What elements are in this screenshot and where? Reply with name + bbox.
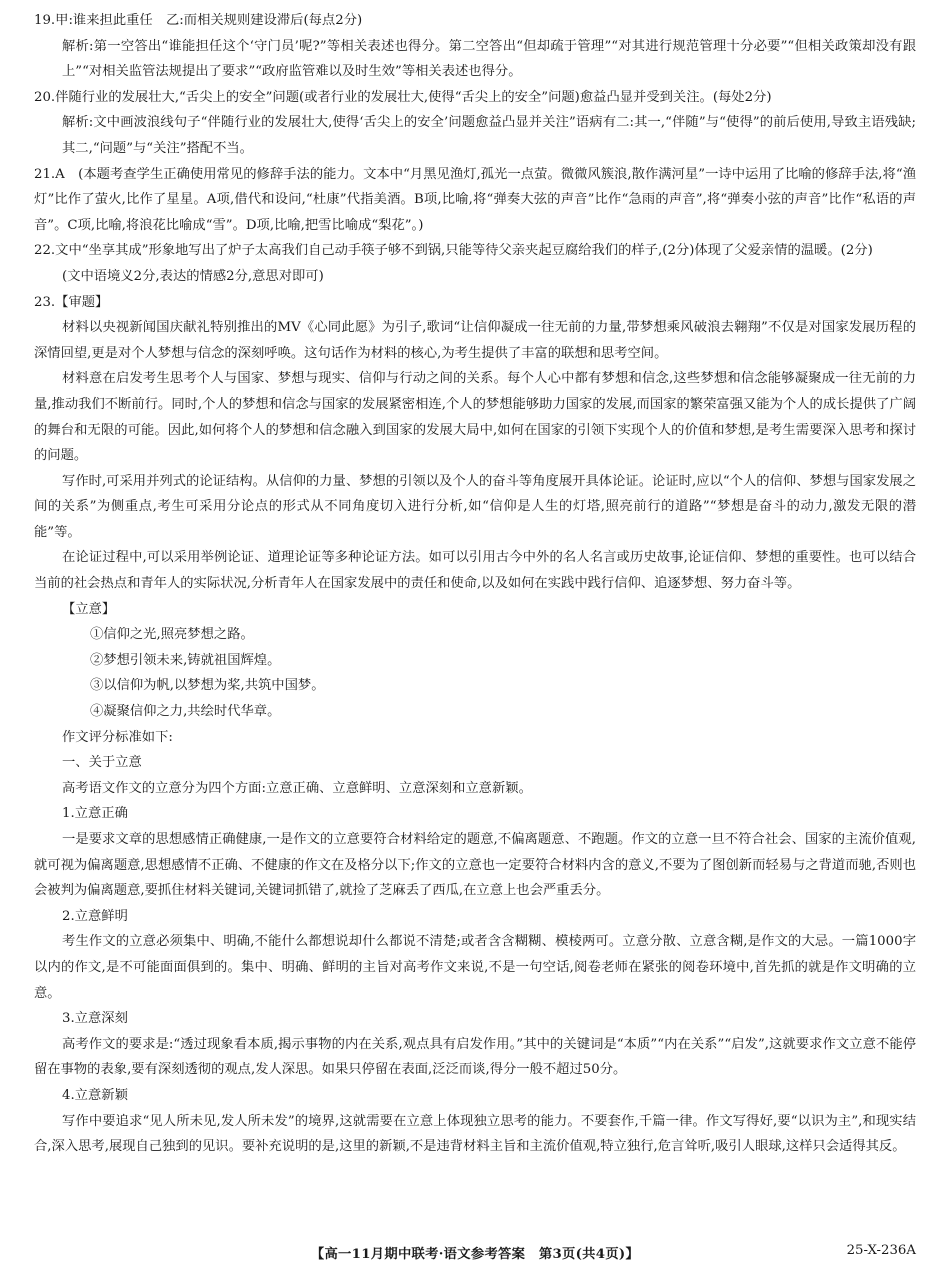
criterion-body: 一是要求文章的思想感情正确健康,一是作文的立意要符合材料给定的题意,不偏离题意、不跑题。作文的立意一旦不符合社会、国家的主流价值观,就可视为偏离题意,思想感情不正确、不健康的作文在及格分以下;作文的立意也一定要符合材料内含的意义,不要为了图创新而轻易与之背道而驰,否则也会被判为偏离题意,要抓住材料关键词,关键词抓错了,就捡了芝麻丢了西瓜,在立意上也会严重丢分。 (34, 832, 916, 899)
q23-heading: 23.【审题】 (34, 294, 109, 310)
criterion-title: 3.立意深刻 (62, 1011, 128, 1027)
section-intro: 高考语文作文的立意分为四个方面:立意正确、立意鲜明、立意深刻和立意新颖。 (62, 780, 532, 796)
criterion-title: 2.立意鲜明 (62, 908, 128, 924)
q23-paragraph: 写作时,可采用并列式的论证结构。从信仰的力量、梦想的引领以及个人的奋斗等角度展开具体论证。论证时,应以“个人的信仰、梦想与国家发展之间的关系”为侧重点,考生可采用分论点的形式从不同角度切入进行分析,如“信仰是人生的灯塔,照亮前行的道路”“梦想是奋斗的动力,激发无限的潜能”等。 (34, 473, 916, 540)
q20-answer: 20.伴随行业的发展壮大,“舌尖上的安全”问题(或者行业的发展壮大,使得“舌尖上的安全”问题)愈益凸显并受到关注。(每处2分) (34, 89, 772, 105)
footer-title: 【高一11月期中联考·语文参考答案 第3页(共4页)】 (310, 1247, 640, 1262)
q21-answer: 21.A (本题考查学生正确使用常见的修辞手法的能力。文本中“月黑见渔灯,孤光一点萤。微微风簇浪,散作满河星”一诗中运用了比喻的修辞手法,将“渔灯”比作了萤火,比作了星星。A项,借代和设问,“杜康”代指美酒。B项,比喻,将“弹奏大弦的声音”比作“急雨的声音”,将“弹奏小弦的声音”比作“私语的声音”。C项,比喻,将浪花比喻成“雪”。D项,比喻,把雪比喻成“梨花”。) (34, 166, 916, 233)
answer-content (34, 8, 916, 1160)
criterion-body: 高考作文的要求是:“透过现象看本质,揭示事物的内在关系,观点具有启发作用。”其中的关键词是“本质”“内在关系”“启发”,这就要求作文立意不能停留在事物的表象,要有深刻透彻的观点,发人深思。如果只停留在表面,泛泛而谈,得分一般不超过50分。 (34, 1036, 916, 1078)
q20-analysis: 解析:文中画波浪线句子“伴随行业的发展壮大,使得‘舌尖上的安全’问题愈益凸显并关注”语病有二:其一,“伴随”与“使得”的前后使用,导致主语残缺;其二,“问题”与“关注”搭配不当。 (62, 115, 916, 156)
liyi-item: ④凝聚信仰之力,共绘时代华章。 (90, 704, 281, 720)
q23-paragraph: 材料意在启发考生思考个人与国家、梦想与现实、信仰与行动之间的关系。每个人心中都有梦想和信念,这些梦想和信念能够凝聚成一往无前的力量,推动我们不断前行。同时,个人的梦想和信念与国家的发展紧密相连,个人的梦想能够助力国家的发展,而国家的繁荣富强又能为个人的成长提供了广阔的舞台和无限的可能。因此,如何将个人的梦想和信念融入到国家的发展大局中,如何在国家的引领下实现个人的价值和梦想,是考生需要深入思考和探讨的问题。 (34, 371, 916, 464)
q19-answer: 19.甲:谁来担此重任 乙:而相关规则建设滞后(每点2分) (34, 13, 363, 28)
liyi-item: ②梦想引领未来,铸就祖国辉煌。 (90, 652, 281, 668)
criteria-intro: 作文评分标准如下: (62, 729, 173, 745)
section-heading: 一、关于立意 (62, 755, 142, 771)
footer-code: 25-X-236A (846, 1243, 916, 1258)
liyi-item: ③以信仰为帆,以梦想为桨,共筑中国梦。 (90, 678, 325, 694)
liyi-item: ①信仰之光,照亮梦想之路。 (90, 627, 254, 643)
criterion-title: 4.立意新颖 (62, 1087, 128, 1103)
criterion-body: 考生作文的立意必须集中、明确,不能什么都想说却什么都说不清楚;或者含含糊糊、模棱两可。立意分散、立意含糊,是作文的大忌。一篇1000字以内的作文,是不可能面面俱到的。集中、明确、鲜明的主旨对高考作文来说,不是一句空话,阅卷老师在紧张的阅卷环境中,首先抓的就是作文明确的立意。 (34, 934, 916, 1001)
criterion-body: 写作中要追求“见人所未见,发人所未发”的境界,这就需要在立意上体现独立思考的能力。不要套作,千篇一律。作文写得好,要“以识为主”,和现实结合,深入思考,展现自己独到的见识。要补充说明的是,这里的新颖,不是违背材料主旨和主流价值观,特立独行,危言耸听,吸引人眼球,这样只会适得其反。 (34, 1113, 916, 1155)
criterion-title: 1.立意正确 (62, 806, 128, 822)
page-footer (0, 1243, 950, 1267)
q19-analysis: 解析:第一空答出“谁能担任这个‘守门员’呢?”等相关表述也得分。第二空答出“但却疏于管理”“对其进行规范管理十分必要”“但相关政策却没有跟上”“对相关监管法规提出了要求”“政府监管难以及时生效”等相关表述也得分。 (62, 38, 916, 80)
q22-scoring-note: (文中语境义2分,表达的情感2分,意思对即可) (62, 268, 324, 284)
liyi-heading: 【立意】 (62, 601, 116, 617)
q22-answer: 22.文中“坐享其成”形象地写出了炉子太高我们自己动手筷子够不到锅,只能等待父亲夹起豆腐给我们的样子,(2分)体现了父爱亲情的温暖。(2分) (34, 243, 873, 259)
q23-paragraph: 在论证过程中,可以采用举例论证、道理论证等多种论证方法。如可以引用古今中外的名人名言或历史故事,论证信仰、梦想的重要性。也可以结合当前的社会热点和青年人的实际状况,分析青年人在国家发展中的责任和使命,以及如何在实践中践行信仰、追逐梦想、努力奋斗等。 (34, 550, 916, 592)
q23-paragraph: 材料以央视新闻国庆献礼特别推出的MV《心同此愿》为引子,歌词“让信仰凝成一往无前的力量,带梦想乘风破浪去翱翔”不仅是对国家发展历程的深情回望,更是对个人梦想与信念的深刻呼唤。这句话作为材料的核心,为考生提供了丰富的联想和思考空间。 (34, 320, 916, 361)
